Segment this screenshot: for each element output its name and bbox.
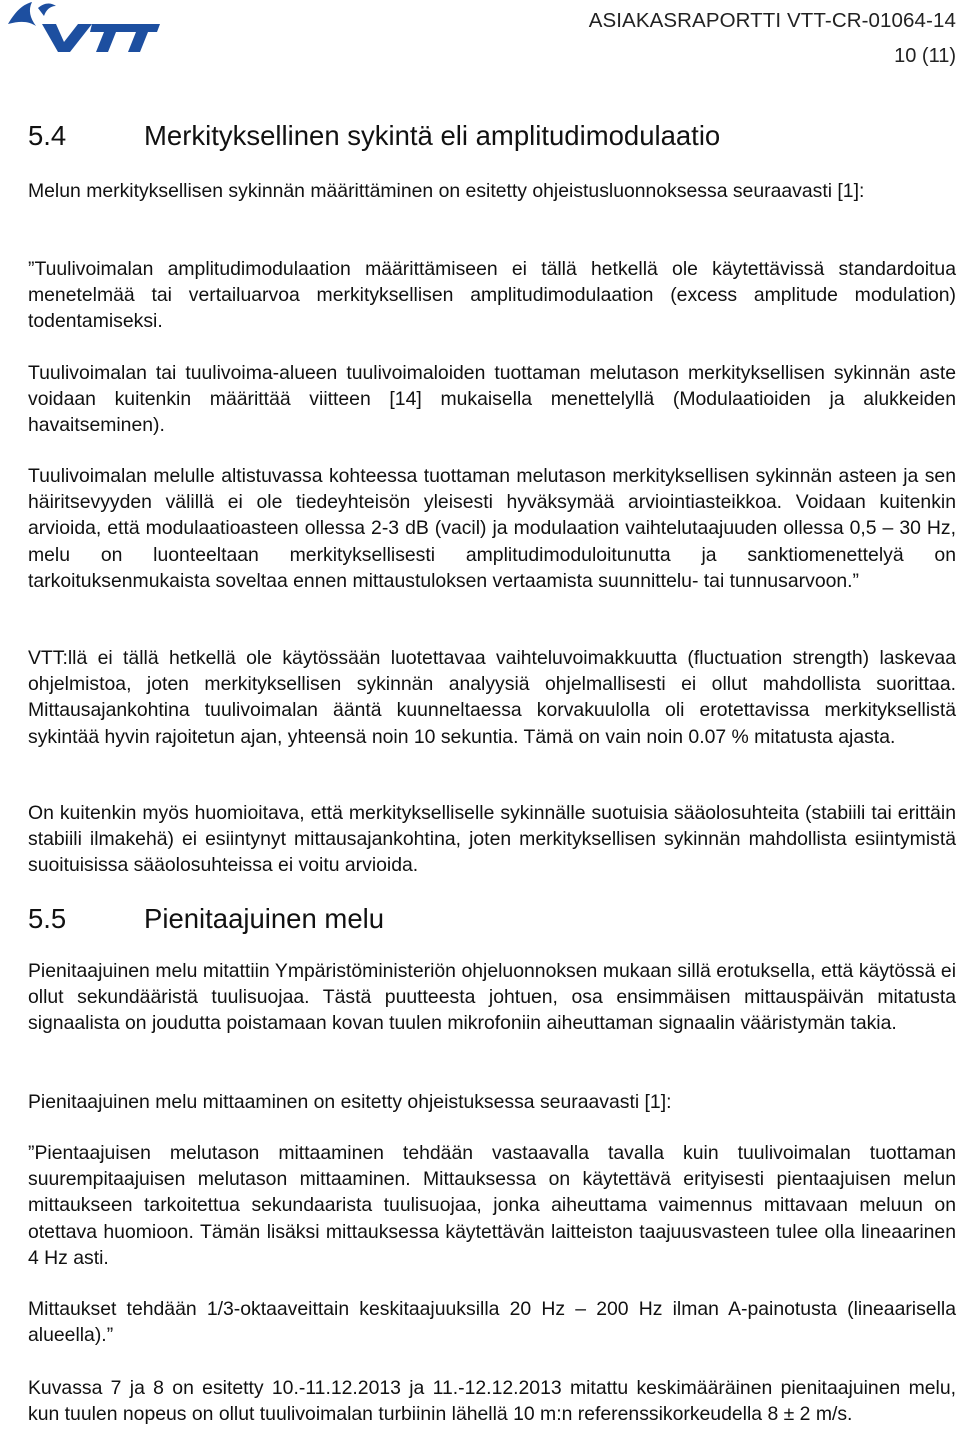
section-number: 5.5 [28, 903, 67, 934]
quote-paragraph: Tuulivoimalan melulle altistuvassa kohteessa tuottaman melutason merkityksellisen sykinnän asteen ja sen häiritsevyyden välillä ei ole tiedeyhteisön yleisesti hyväksymää arviointiasteikkoa. Voidaan kuitenkin arvioida, että modulaatioasteen ollessa 2-3 dB (vacil) ja modulaation vaihtelutaajuuden ollessa 0,5 – 30 Hz, melu on luonteeltaan merkityksellisesti amplitudimoduloitunutta ja sanktiomenettelyä on tarkoituksenmukaista soveltaa ennen mittaustuloksen vertaamista suunnittelu- tai tunnusarvoon.” [28, 465, 956, 592]
paragraph: Kuvassa 7 ja 8 on esitetty 10.-11.12.2013 ja 11.-12.12.2013 mitattu keskimääräinen pienitaajuinen melu, kun tuulen nopeus on ollut tuulivoimalan turbiinin lähellä 10 m:n referenssikorkeudella 8 ± 2 m/s. [28, 1377, 956, 1426]
section-title: Pienitaajuinen melu [144, 903, 385, 934]
paragraph: On kuitenkin myös huomioitava, että merkitykselliselle sykinnälle suotuisia sääolosuhteita (stabiili tai erittäin stabiili ilmakehä) ei esiintynyt mittausajankohtina, joten merkityksellisen sykinnän mahdollista esiintymistä suoituisissa sääolosuhteissa ei voitu arvioida. [28, 802, 956, 877]
paragraph: Pienitaajuinen melu mittaaminen on esitetty ohjeistuksessa seuraavasti [1]: [28, 1091, 672, 1113]
quote-paragraph: ”Pientaajuisen melutason mittaaminen tehdään vastaavalla tavalla kuin tuulivoimalan tuottaman suurempitaajuisen melutason mittaaminen. Mittauksessa on käytettävä erityisesti pientaajuisen melun mittaukseen tarkoitettua sekundaarista tuulisuojaa, jonka aiheuttama vaimennus mittavaan meluun on otettava huomioon. Tämän lisäksi mittauksessa käytettävän laitteiston taajuusvasteen tulee olla lineaarinen 4 Hz asti. [28, 1142, 956, 1269]
section-heading-5-4 [28, 120, 720, 152]
quote-paragraph: ”Tuulivoimalan amplitudimodulaation määrittämiseen ei tällä hetkellä ole käytettävissä standardoitua menetelmää tai vertailuarvoa merkityksellisen amplitudimodulaation (excess amplitude modulation) todentamiseksi. [28, 258, 956, 333]
report-id: ASIAKASRAPORTTI VTT-CR-01064-14 [588, 9, 956, 32]
vtt-logo-graphic [8, 0, 160, 58]
section-number: 5.4 [28, 120, 67, 151]
quote-paragraph: Mittaukset tehdään 1/3-oktaaveittain keskitaajuuksilla 20 Hz – 200 Hz ilman A-painotusta (lineaarisella alueella).” [28, 1298, 956, 1347]
paragraph: Melun merkityksellisen sykinnän määrittäminen on esitetty ohjeistusluonnoksessa seuraavasti [1]: [28, 180, 865, 202]
paragraph: VTT:llä ei tällä hetkellä ole käytössään luotettavaa vaihteluvoimakkuutta (fluctuation strength) laskevaa ohjelmistoa, joten merkityksellisen sykinnän analyysiä ohjelmallisesti ei ollut mahdollista suorittaa. Mittausajankohtina tuulivoimalan ääntä kuunneltaessa korvakuulolla oli erotettavissa merkityksellistä sykintää hyvin rajoitetun ajan, yhteensä noin 10 sekuntia. Tämä on vain noin 0.07 % mitatusta ajasta. [28, 647, 956, 748]
section-heading-5-5 [28, 903, 384, 935]
paragraph: Pienitaajuinen melu mitattiin Ympäristöministeriön ohjeluonnoksen mukaan sillä erotuksella, että käytössä ei ollut sekundääristä tuulisuojaa. Tästä puutteesta johtuen, osa ensimmäisen mittauspäivän mitatusta signaalista on joudutta poistamaan kovan tuulen mikrofoniin aiheuttaman signaalin vääristymän takia. [28, 960, 956, 1035]
quote-paragraph: Tuulivoimalan tai tuulivoima-alueen tuulivoimaloiden tuottaman melutason merkityksellisen sykinnän aste voidaan kuitenkin määrittää viitteen [14] mukaisella menettelyllä (Modulaatioiden ja alukkeiden havaitseminen). [28, 362, 956, 437]
section-title: Merkityksellinen sykintä eli amplitudimodulaatio [144, 120, 721, 151]
vtt-logo [8, 0, 160, 58]
page-number: 10 (11) [894, 45, 956, 67]
